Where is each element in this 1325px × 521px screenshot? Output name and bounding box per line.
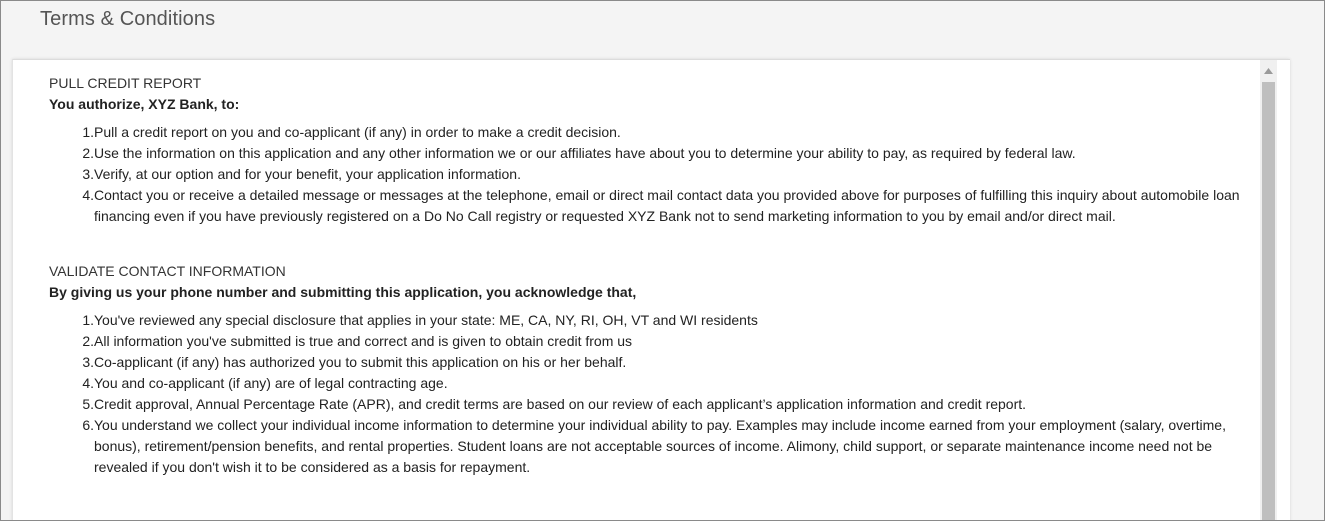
terms-content (49, 73, 1254, 478)
dialog-header (1, 1, 1324, 53)
list-item-number: 3. (82, 166, 94, 182)
list-item-text: Pull a credit report on you and co-applicant (if any) in order to make a credit decision. (94, 124, 621, 140)
section-pull-credit-report (49, 73, 1254, 227)
page-title: Terms & Conditions (40, 8, 216, 30)
scroll-up-button[interactable] (1260, 64, 1277, 78)
list-item (79, 122, 1254, 143)
section-spacer (49, 227, 1254, 261)
section-heading: PULL CREDIT REPORT (49, 75, 202, 91)
list-item (79, 415, 1254, 478)
list-item-number: 1. (82, 312, 94, 328)
list-item-number: 4. (82, 375, 94, 391)
list-item (79, 331, 1254, 352)
list-item-text: Credit approval, Annual Percentage Rate (APR), and credit terms are based on our review of each applicant’s application information and credit report. (94, 396, 1027, 412)
section-lead: By giving us your phone number and submitting this application, you acknowledge that, (49, 284, 637, 300)
list-item-number: 1. (82, 124, 94, 140)
list-item (79, 143, 1254, 164)
list-item-text: Use the information on this application and any other information we or our affiliates have about you to determine your ability to pay, as required by federal law. (94, 145, 1076, 161)
list-item (79, 373, 1254, 394)
list-item-number: 4. (82, 187, 94, 203)
list-item-number: 3. (82, 354, 94, 370)
vertical-scrollbar[interactable] (1260, 60, 1277, 521)
triangle-up-icon (1264, 68, 1273, 74)
section-heading: VALIDATE CONTACT INFORMATION (49, 263, 286, 279)
list-item-number: 5. (82, 396, 94, 412)
list-item-number: 6. (82, 417, 94, 433)
list-item-text: Verify, at our option and for your benefit, your application information. (94, 166, 521, 182)
list-item (79, 352, 1254, 373)
terms-scroll-panel[interactable] (12, 59, 1290, 521)
section-validate-contact-information (49, 261, 1254, 478)
list-item (79, 185, 1254, 227)
list-item-text: Contact you or receive a detailed message or messages at the telephone, email or direct mail contact data you provided above for purposes of fulfilling this inquiry about automobile loan financing even if you have previously registered on a Do No Call registry or requested XYZ Bank not to send marketing information to you by email and/or direct mail. (94, 187, 1240, 224)
list-item-text: You and co-applicant (if any) are of legal contracting age. (94, 375, 448, 391)
list-item (79, 394, 1254, 415)
section-lead: You authorize, XYZ Bank, to: (49, 96, 240, 112)
list-item-text: All information you've submitted is true and correct and is given to obtain credit from us (94, 333, 633, 349)
list-item (79, 310, 1254, 331)
list-item-text: Co-applicant (if any) has authorized you to submit this application on his or her behalf. (94, 354, 627, 370)
terms-list (79, 122, 1254, 227)
terms-list (79, 310, 1254, 478)
list-item (79, 164, 1254, 185)
list-item-text: You understand we collect your individual income information to determine your individual ability to pay. Examples may include income earned from your employment (salary, overtime, bonus), retirement/pension benefits, and rental properties. Student loans are not acceptable sources of income. Alimony, child support, or separate maintenance income need not be revealed if you don't wish it to be considered as a basis for repayment. (94, 417, 1226, 475)
scroll-thumb[interactable] (1262, 82, 1275, 521)
list-item-text: You've reviewed any special disclosure that applies in your state: ME, CA, NY, RI, OH, VT and WI residents (94, 312, 758, 328)
list-item-number: 2. (82, 333, 94, 349)
list-item-number: 2. (82, 145, 94, 161)
